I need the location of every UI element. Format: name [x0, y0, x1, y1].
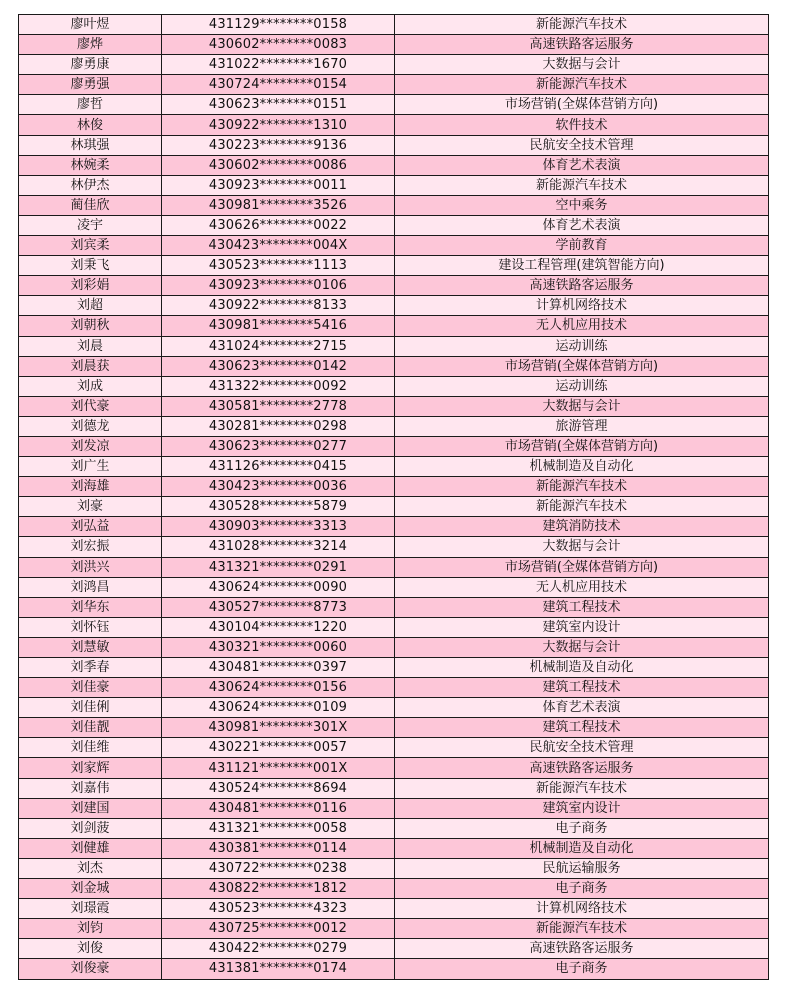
id-number-cell: 431129********0158 — [162, 15, 395, 35]
name-cell: 刘代豪 — [19, 396, 162, 416]
table-row — [19, 698, 769, 718]
major-cell: 建设工程管理(建筑智能方向) — [395, 256, 769, 276]
name-cell: 刘弘益 — [19, 517, 162, 537]
id-number-cell: 430523********1113 — [162, 256, 395, 276]
name-cell: 刘慧敏 — [19, 637, 162, 657]
table-row — [19, 798, 769, 818]
major-cell: 计算机网络技术 — [395, 899, 769, 919]
major-cell: 电子商务 — [395, 879, 769, 899]
name-cell: 刘佳豪 — [19, 678, 162, 698]
id-number-cell: 430922********1310 — [162, 115, 395, 135]
table-row — [19, 637, 769, 657]
table-row — [19, 155, 769, 175]
table-row — [19, 376, 769, 396]
name-cell: 刘怀钰 — [19, 617, 162, 637]
name-cell: 刘洪兴 — [19, 557, 162, 577]
table-row — [19, 758, 769, 778]
name-cell: 廖哲 — [19, 95, 162, 115]
major-cell: 民航安全技术管理 — [395, 135, 769, 155]
table-row — [19, 899, 769, 919]
table-row — [19, 457, 769, 477]
table-row — [19, 658, 769, 678]
id-number-cell: 431022********1670 — [162, 55, 395, 75]
major-cell: 民航安全技术管理 — [395, 738, 769, 758]
table-row — [19, 678, 769, 698]
student-list-sheet — [18, 14, 768, 980]
major-cell: 高速铁路客运服务 — [395, 35, 769, 55]
table-row — [19, 517, 769, 537]
major-cell: 软件技术 — [395, 115, 769, 135]
major-cell: 运动训练 — [395, 376, 769, 396]
id-number-cell: 430524********8694 — [162, 778, 395, 798]
major-cell: 学前教育 — [395, 236, 769, 256]
major-cell: 体育艺术表演 — [395, 155, 769, 175]
major-cell: 机械制造及自动化 — [395, 838, 769, 858]
name-cell: 刘彩娟 — [19, 276, 162, 296]
major-cell: 民航运输服务 — [395, 858, 769, 878]
name-cell: 刘健雄 — [19, 838, 162, 858]
name-cell: 刘季春 — [19, 658, 162, 678]
name-cell: 林婉柔 — [19, 155, 162, 175]
table-row — [19, 738, 769, 758]
table-row — [19, 838, 769, 858]
name-cell: 刘成 — [19, 376, 162, 396]
major-cell: 建筑消防技术 — [395, 517, 769, 537]
name-cell: 刘广生 — [19, 457, 162, 477]
id-number-cell: 431024********2715 — [162, 336, 395, 356]
major-cell: 大数据与会计 — [395, 396, 769, 416]
major-cell: 电子商务 — [395, 818, 769, 838]
name-cell: 廖烨 — [19, 35, 162, 55]
id-number-cell: 430624********0156 — [162, 678, 395, 698]
table-row — [19, 256, 769, 276]
major-cell: 新能源汽车技术 — [395, 778, 769, 798]
id-number-cell: 430822********1812 — [162, 879, 395, 899]
major-cell: 无人机应用技术 — [395, 316, 769, 336]
major-cell: 高速铁路客运服务 — [395, 276, 769, 296]
table-row — [19, 919, 769, 939]
name-cell: 刘俊豪 — [19, 959, 162, 979]
id-number-cell: 430626********0022 — [162, 215, 395, 235]
table-row — [19, 55, 769, 75]
table-row — [19, 135, 769, 155]
major-cell: 新能源汽车技术 — [395, 477, 769, 497]
id-number-cell: 430221********0057 — [162, 738, 395, 758]
id-number-cell: 430104********1220 — [162, 617, 395, 637]
table-row — [19, 236, 769, 256]
table-row — [19, 115, 769, 135]
id-number-cell: 431381********0174 — [162, 959, 395, 979]
major-cell: 新能源汽车技术 — [395, 497, 769, 517]
table-row — [19, 477, 769, 497]
table-row — [19, 215, 769, 235]
major-cell: 新能源汽车技术 — [395, 75, 769, 95]
id-number-cell: 430527********8773 — [162, 597, 395, 617]
name-cell: 刘钧 — [19, 919, 162, 939]
name-cell: 刘鸿昌 — [19, 577, 162, 597]
name-cell: 林伊杰 — [19, 175, 162, 195]
id-number-cell: 430922********8133 — [162, 296, 395, 316]
major-cell: 建筑工程技术 — [395, 597, 769, 617]
name-cell: 林琪强 — [19, 135, 162, 155]
major-cell: 高速铁路客运服务 — [395, 939, 769, 959]
name-cell: 刘佳靓 — [19, 718, 162, 738]
id-number-cell: 430923********0011 — [162, 175, 395, 195]
name-cell: 刘嘉伟 — [19, 778, 162, 798]
name-cell: 刘海雄 — [19, 477, 162, 497]
id-number-cell: 430602********0086 — [162, 155, 395, 175]
table-row — [19, 15, 769, 35]
id-number-cell: 430722********0238 — [162, 858, 395, 878]
id-number-cell: 430981********5416 — [162, 316, 395, 336]
id-number-cell: 430602********0083 — [162, 35, 395, 55]
name-cell: 林俊 — [19, 115, 162, 135]
id-number-cell: 430724********0154 — [162, 75, 395, 95]
major-cell: 市场营销(全媒体营销方向) — [395, 356, 769, 376]
id-number-cell: 430523********4323 — [162, 899, 395, 919]
id-number-cell: 430623********0277 — [162, 436, 395, 456]
major-cell: 运动训练 — [395, 336, 769, 356]
name-cell: 刘宏振 — [19, 537, 162, 557]
id-number-cell: 430422********0279 — [162, 939, 395, 959]
table-row — [19, 195, 769, 215]
name-cell: 刘晨获 — [19, 356, 162, 376]
student-table-body — [19, 15, 769, 980]
name-cell: 凌宇 — [19, 215, 162, 235]
name-cell: 刘朝秋 — [19, 316, 162, 336]
table-row — [19, 396, 769, 416]
id-number-cell: 430903********3313 — [162, 517, 395, 537]
id-number-cell: 430481********0116 — [162, 798, 395, 818]
name-cell: 廖勇强 — [19, 75, 162, 95]
name-cell: 刘金城 — [19, 879, 162, 899]
id-number-cell: 430423********004X — [162, 236, 395, 256]
name-cell: 刘璟霞 — [19, 899, 162, 919]
table-row — [19, 818, 769, 838]
student-table — [18, 14, 769, 980]
table-row — [19, 35, 769, 55]
table-row — [19, 436, 769, 456]
table-row — [19, 416, 769, 436]
major-cell: 体育艺术表演 — [395, 698, 769, 718]
id-number-cell: 430281********0298 — [162, 416, 395, 436]
major-cell: 旅游管理 — [395, 416, 769, 436]
id-number-cell: 431028********3214 — [162, 537, 395, 557]
table-row — [19, 617, 769, 637]
name-cell: 刘豪 — [19, 497, 162, 517]
major-cell: 空中乘务 — [395, 195, 769, 215]
name-cell: 廖叶煜 — [19, 15, 162, 35]
id-number-cell: 430923********0106 — [162, 276, 395, 296]
id-number-cell: 430725********0012 — [162, 919, 395, 939]
table-row — [19, 95, 769, 115]
name-cell: 刘建国 — [19, 798, 162, 818]
name-cell: 廖勇康 — [19, 55, 162, 75]
table-row — [19, 879, 769, 899]
id-number-cell: 430624********0109 — [162, 698, 395, 718]
table-row — [19, 718, 769, 738]
name-cell: 刘家辉 — [19, 758, 162, 778]
major-cell: 计算机网络技术 — [395, 296, 769, 316]
id-number-cell: 431121********001X — [162, 758, 395, 778]
major-cell: 机械制造及自动化 — [395, 457, 769, 477]
major-cell: 新能源汽车技术 — [395, 15, 769, 35]
table-row — [19, 316, 769, 336]
major-cell: 市场营销(全媒体营销方向) — [395, 436, 769, 456]
id-number-cell: 430623********0142 — [162, 356, 395, 376]
name-cell: 刘德龙 — [19, 416, 162, 436]
major-cell: 新能源汽车技术 — [395, 919, 769, 939]
table-row — [19, 175, 769, 195]
table-row — [19, 557, 769, 577]
table-row — [19, 577, 769, 597]
table-row — [19, 75, 769, 95]
major-cell: 大数据与会计 — [395, 637, 769, 657]
major-cell: 建筑室内设计 — [395, 617, 769, 637]
table-row — [19, 276, 769, 296]
major-cell: 体育艺术表演 — [395, 215, 769, 235]
name-cell: 刘佳维 — [19, 738, 162, 758]
name-cell: 刘佳俐 — [19, 698, 162, 718]
major-cell: 建筑室内设计 — [395, 798, 769, 818]
id-number-cell: 430223********9136 — [162, 135, 395, 155]
table-row — [19, 858, 769, 878]
name-cell: 刘俊 — [19, 939, 162, 959]
table-row — [19, 778, 769, 798]
major-cell: 市场营销(全媒体营销方向) — [395, 557, 769, 577]
id-number-cell: 431322********0092 — [162, 376, 395, 396]
major-cell: 高速铁路客运服务 — [395, 758, 769, 778]
name-cell: 刘华东 — [19, 597, 162, 617]
name-cell: 刘超 — [19, 296, 162, 316]
major-cell: 新能源汽车技术 — [395, 175, 769, 195]
id-number-cell: 430423********0036 — [162, 477, 395, 497]
table-row — [19, 939, 769, 959]
table-row — [19, 296, 769, 316]
name-cell: 刘剑菠 — [19, 818, 162, 838]
id-number-cell: 430581********2778 — [162, 396, 395, 416]
name-cell: 蔺佳欣 — [19, 195, 162, 215]
major-cell: 大数据与会计 — [395, 55, 769, 75]
id-number-cell: 431321********0291 — [162, 557, 395, 577]
id-number-cell: 430623********0151 — [162, 95, 395, 115]
name-cell: 刘发凉 — [19, 436, 162, 456]
major-cell: 机械制造及自动化 — [395, 658, 769, 678]
id-number-cell: 431321********0058 — [162, 818, 395, 838]
table-row — [19, 336, 769, 356]
table-row — [19, 537, 769, 557]
name-cell: 刘宾柔 — [19, 236, 162, 256]
id-number-cell: 430528********5879 — [162, 497, 395, 517]
id-number-cell: 430981********301X — [162, 718, 395, 738]
name-cell: 刘晨 — [19, 336, 162, 356]
major-cell: 建筑工程技术 — [395, 678, 769, 698]
major-cell: 市场营销(全媒体营销方向) — [395, 95, 769, 115]
id-number-cell: 430624********0090 — [162, 577, 395, 597]
id-number-cell: 430381********0114 — [162, 838, 395, 858]
id-number-cell: 430321********0060 — [162, 637, 395, 657]
id-number-cell: 430981********3526 — [162, 195, 395, 215]
table-row — [19, 959, 769, 979]
table-row — [19, 597, 769, 617]
name-cell: 刘秉飞 — [19, 256, 162, 276]
major-cell: 建筑工程技术 — [395, 718, 769, 738]
id-number-cell: 431126********0415 — [162, 457, 395, 477]
id-number-cell: 430481********0397 — [162, 658, 395, 678]
major-cell: 大数据与会计 — [395, 537, 769, 557]
table-row — [19, 356, 769, 376]
major-cell: 无人机应用技术 — [395, 577, 769, 597]
major-cell: 电子商务 — [395, 959, 769, 979]
name-cell: 刘杰 — [19, 858, 162, 878]
table-row — [19, 497, 769, 517]
